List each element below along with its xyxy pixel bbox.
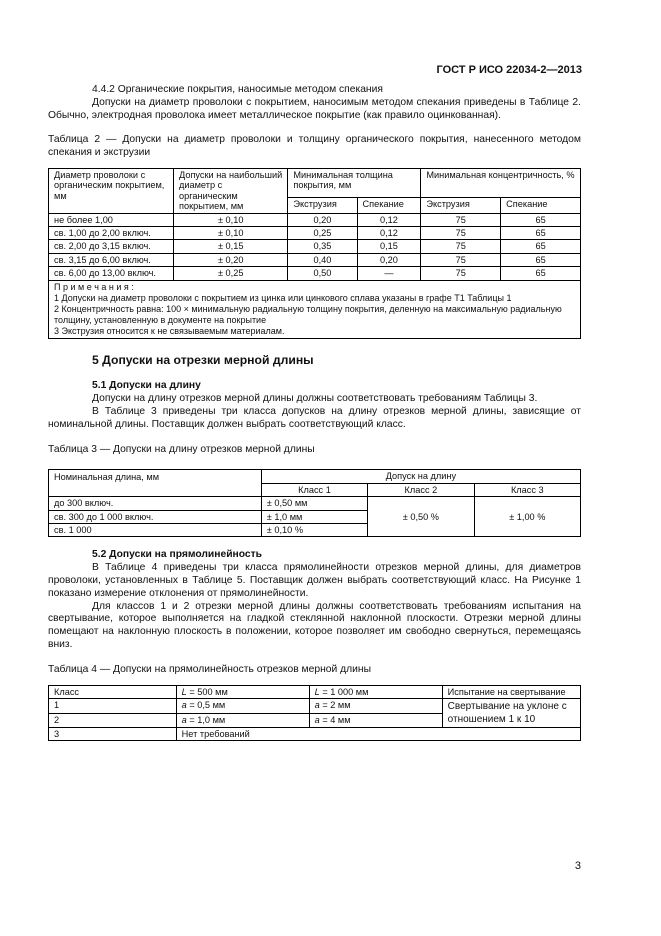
table2-sub-extrusion: Экструзия	[288, 197, 357, 213]
table-cell: a = 0,5 мм	[176, 699, 309, 714]
table-cell: 0,40	[288, 253, 357, 266]
table-cell: 65	[501, 227, 581, 240]
table-cell: ± 0,20	[174, 253, 288, 266]
table-cell: Нет требований	[176, 728, 580, 741]
table3-header-class-1: Класс 1	[261, 483, 367, 496]
table4-test-value: Свертывание на уклоне с отношением 1 к 10	[442, 699, 580, 728]
table3-header-class-3: Класс 3	[474, 483, 580, 496]
table-cell: 0,20	[288, 213, 357, 226]
table2-sub-extrusion: Экструзия	[421, 197, 501, 213]
table4-header-l500: L = 500 мм	[176, 685, 309, 698]
section-5-2-para-2: Для классов 1 и 2 отрезки мерной длины должны соответствовать требованиям испытания на свертывание, которое выполняется на гладкой стеклянной наклонной плоскости. Отрезки мерной длины помещают на наклонную плоскость в положении, которое позволяет им свободно свернуться, перемещаясь вниз.	[48, 600, 581, 651]
section-4-4-2-para: Допуски на диаметр проволоки с покрытием, наносимым методом спекания приведены в Таблице 2. Обычно, электродная проволока имеет металлическое покрытие (как правило оцинкованная).	[48, 96, 581, 121]
page-number: 3	[574, 860, 581, 872]
table-cell: 0,35	[288, 240, 357, 253]
table-cell: a = 1,0 мм	[176, 713, 309, 728]
table-cell: 0,20	[357, 253, 421, 266]
table-cell: св. 6,00 до 13,00 включ.	[49, 267, 174, 280]
table-cell: 65	[501, 253, 581, 266]
table-cell: 65	[501, 240, 581, 253]
table-cell: 0,15	[357, 240, 421, 253]
table-cell: ± 0,15	[174, 240, 288, 253]
table2-caption: Таблица 2 — Допуски на диаметр проволоки и толщину органического покрытия, нанесенного методом спекания и экструзии	[48, 134, 581, 159]
table-cell: ± 0,25	[174, 267, 288, 280]
table-cell: ± 0,50 мм	[261, 497, 367, 510]
table-3	[48, 469, 581, 537]
table-cell: 0,12	[357, 227, 421, 240]
table-row	[49, 227, 581, 240]
table-cell: 65	[501, 213, 581, 226]
table2-note-3: 3 Экструзия относится к не связываемым материалам.	[54, 325, 285, 336]
table-cell: ± 1,0 мм	[261, 510, 367, 523]
section-5-1-para-2: В Таблице 3 приведены три класса допусков на длину отрезков мерной длины, зависящие от номинальной длины. Поставщик должен выбрать соответствующий класс.	[48, 406, 581, 430]
table2-notes	[49, 280, 581, 338]
table-cell: ± 0,10	[174, 213, 288, 226]
table4-caption: Таблица 4 — Допуски на прямолинейность отрезков мерной длины	[48, 663, 371, 675]
section-5-1-title: 5.1 Допуски на длину	[92, 380, 201, 392]
section-4-4-2-title: 4.4.2 Органические покрытия, наносимые методом спекания	[92, 84, 383, 95]
table-cell: св. 300 до 1 000 включ.	[49, 510, 262, 523]
table3-header-class-2: Класс 2	[368, 483, 474, 496]
table-row	[49, 497, 581, 510]
table2-header-diameter: Диаметр проволоки с органическим покрытием, мм	[49, 168, 174, 213]
table-cell: —	[357, 267, 421, 280]
table-row	[49, 240, 581, 253]
table-row	[49, 728, 581, 741]
table3-header-length: Номинальная длина, мм	[49, 470, 262, 497]
table-cell: 75	[421, 227, 501, 240]
table-cell: a = 2 мм	[309, 699, 442, 714]
table-cell: св. 3,15 до 6,00 включ.	[49, 253, 174, 266]
table2-sub-sintering: Спекание	[501, 197, 581, 213]
table4-header-test: Испытание на свертывание	[442, 685, 580, 698]
table2-header-thickness: Минимальная толщина покрытия, мм	[288, 168, 421, 197]
table2-header-concentricity: Минимальная концентричность, %	[421, 168, 581, 197]
table-cell: не более 1,00	[49, 213, 174, 226]
table-row	[49, 267, 581, 280]
table3-header-tolerance: Допуск на длину	[261, 470, 580, 483]
table2-note-2: 2 Концентричность равна: 100 × минимальную радиальную толщину покрытия, деленную на максимальную радиальную толщину, установленную в документе на покрытие	[54, 303, 562, 325]
page-content	[48, 84, 581, 741]
table-cell: до 300 включ.	[49, 497, 262, 510]
table-cell: 75	[421, 240, 501, 253]
table-cell: ± 0,10 %	[261, 524, 367, 537]
table-cell: 75	[421, 267, 501, 280]
table2-note-1: 1 Допуски на диаметр проволоки с покрытием из цинка или цинкового сплава указаны в графе Т1 Таблицы 1	[54, 292, 512, 303]
table3-caption: Таблица 3 — Допуски на длину отрезков мерной длины	[48, 443, 315, 455]
section-5-2-para-1: В Таблице 4 приведены три класса прямолинейности отрезков мерной длины, для диаметров проволоки, установленных в Таблице 5. Поставщик должен выбрать соответствующий класс. На Рисунке 1 показано измерение отклонения от прямолинейности.	[48, 562, 581, 599]
table-row	[49, 213, 581, 226]
table-cell: св. 2,00 до 3,15 включ.	[49, 240, 174, 253]
table2-header-tolerance: Допуски на наибольший диаметр с органическим покрытием, мм	[174, 168, 288, 213]
table4-header-l1000: L = 1 000 мм	[309, 685, 442, 698]
table-cell: св. 1 000	[49, 524, 262, 537]
table2-notes-title: П р и м е ч а н и я :	[54, 281, 134, 292]
table-cell: 3	[49, 728, 177, 741]
document-header: ГОСТ Р ИСО 22034-2—2013	[436, 64, 582, 76]
table-cell: 0,50	[288, 267, 357, 280]
table-cell: 75	[421, 213, 501, 226]
table-cell: св. 1,00 до 2,00 включ.	[49, 227, 174, 240]
table-cell: ± 0,10	[174, 227, 288, 240]
table-4	[48, 685, 581, 742]
table-cell: 2	[49, 713, 177, 728]
section-5-2-title: 5.2 Допуски на прямолинейность	[92, 549, 263, 561]
table2-sub-sintering: Спекание	[357, 197, 421, 213]
section-5-title: 5 Допуски на отрезки мерной длины	[92, 352, 314, 367]
table3-class-2-value: ± 0,50 %	[368, 497, 474, 537]
table4-header-class: Класс	[49, 685, 177, 698]
section-5-1-para-1: Допуски на длину отрезков мерной длины должны соответствовать требованиям Таблицы 3.	[92, 393, 538, 405]
table-cell: 1	[49, 699, 177, 714]
table-cell: a = 4 мм	[309, 713, 442, 728]
table-cell: 0,25	[288, 227, 357, 240]
table-cell: 75	[421, 253, 501, 266]
table-row	[49, 699, 581, 714]
table-row	[49, 253, 581, 266]
table-2	[48, 168, 581, 339]
table3-class-3-value: ± 1,00 %	[474, 497, 580, 537]
table-cell: 0,12	[357, 213, 421, 226]
table-cell: 65	[501, 267, 581, 280]
